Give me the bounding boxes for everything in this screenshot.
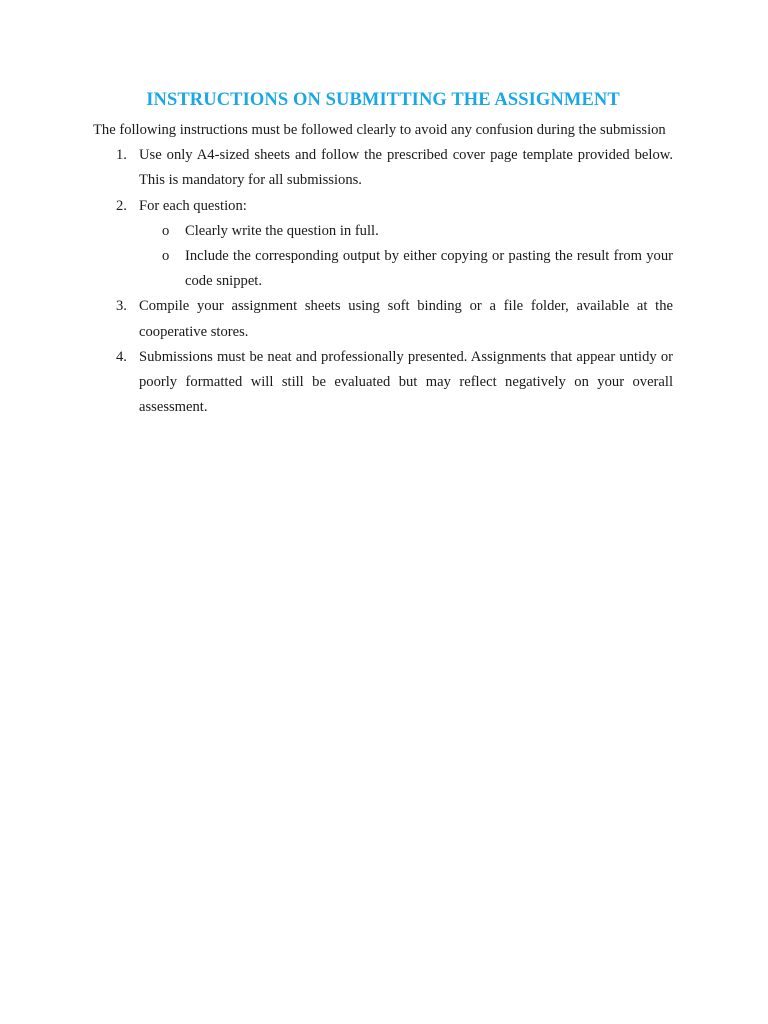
list-item bbox=[93, 194, 673, 295]
instructions-list bbox=[93, 143, 673, 420]
list-item bbox=[93, 294, 673, 344]
sub-list-bullet: o bbox=[162, 222, 170, 239]
list-item-number: 4. bbox=[116, 348, 127, 365]
list-item-text: Compile your assignment sheets using soft binding or a file folder, available at the cooperative stores. bbox=[139, 298, 673, 340]
sub-list-item-text: Clearly write the question in full. bbox=[185, 222, 379, 239]
list-item-number: 1. bbox=[116, 147, 127, 164]
sub-list-item-text: Include the corresponding output by either copying or pasting the result from your code snippet. bbox=[185, 248, 673, 290]
list-item bbox=[93, 143, 673, 193]
list-item-text: For each question: bbox=[139, 197, 247, 214]
document-title: INSTRUCTIONS ON SUBMITTING THE ASSIGNMENT bbox=[146, 90, 620, 110]
sub-list bbox=[139, 219, 673, 295]
list-item bbox=[93, 345, 673, 421]
list-item-number: 3. bbox=[116, 298, 127, 315]
document-page bbox=[93, 86, 673, 420]
sub-list-item bbox=[139, 219, 673, 244]
list-item-number: 2. bbox=[116, 197, 127, 214]
list-item-text: Use only A4-sized sheets and follow the prescribed cover page template provided below. This is mandatory for all submissions. bbox=[139, 147, 673, 189]
list-item-text: Submissions must be neat and professionally presented. Assignments that appear untidy or poorly formatted will still be evaluated but may reflect negatively on your overall assessment. bbox=[139, 348, 673, 416]
intro-paragraph: The following instructions must be followed clearly to avoid any confusion during the submission bbox=[93, 122, 666, 138]
sub-list-item bbox=[139, 244, 673, 294]
sub-list-bullet: o bbox=[162, 248, 170, 265]
